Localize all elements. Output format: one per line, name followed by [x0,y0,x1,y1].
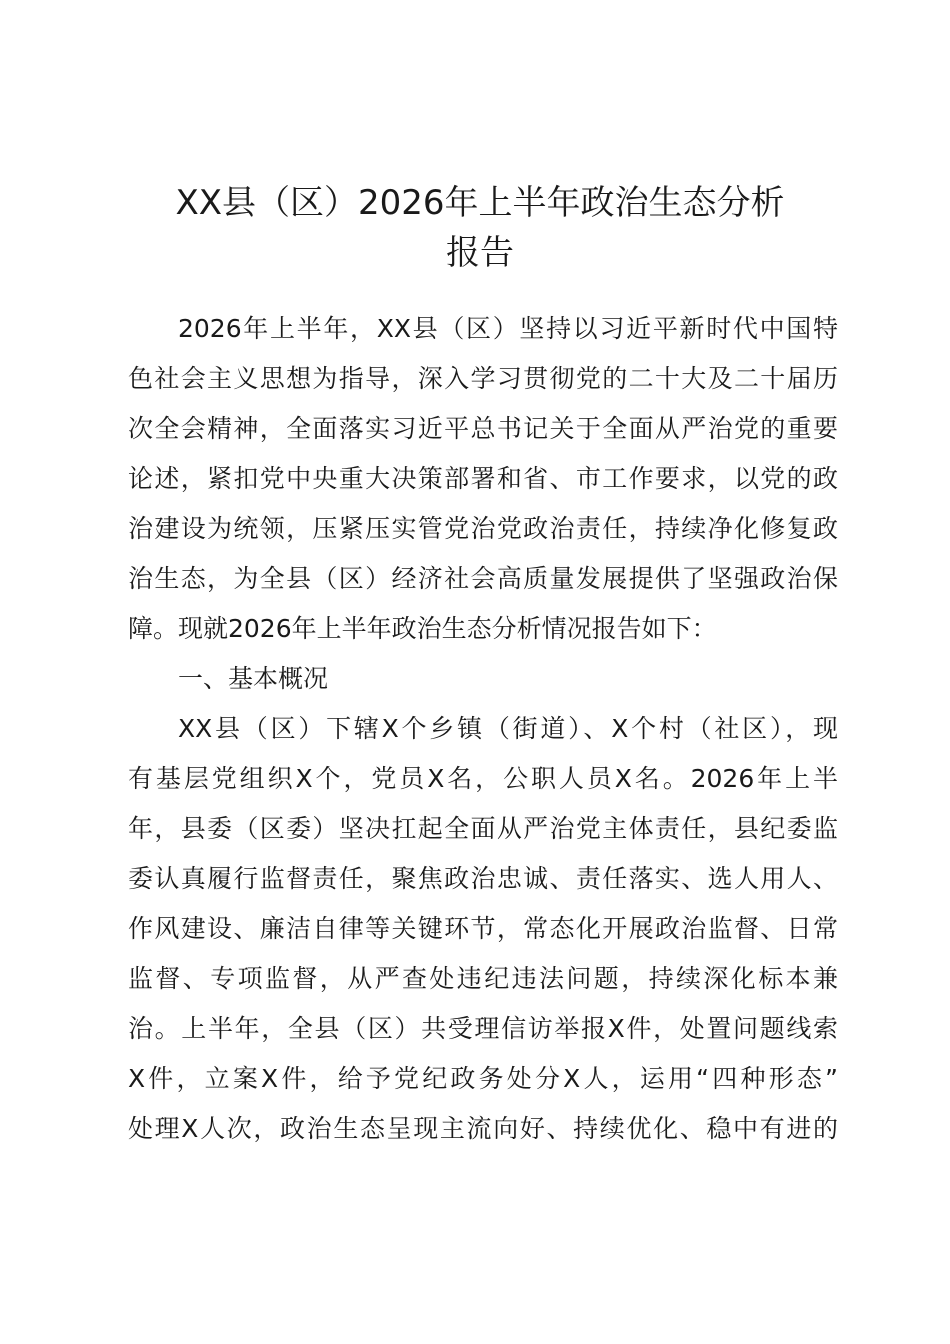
paragraph-line: 治生态，为全县（区）经济社会高质量发展提供了坚强政治保 [128,564,838,593]
paragraph-line: 年，县委（区委）坚决扛起全面从严治党主体责任，县纪委监 [128,814,838,843]
document-body [128,304,838,1154]
intro-paragraph [128,304,838,654]
document-title [130,178,830,278]
paragraph-line: 处理X人次，政治生态呈现主流向好、持续优化、稳中有进的 [128,1114,838,1143]
paragraph-line: 有基层党组织X个，党员X名，公职人员X名。2026年上半 [128,764,838,793]
paragraph-line: 治建设为统领，压紧压实管党治党政治责任，持续净化修复政 [128,514,838,543]
paragraph-line: XX县（区）下辖X个乡镇（街道）、X个村（社区），现 [178,714,838,743]
paragraph-line: 次全会精神，全面落实习近平总书记关于全面从严治党的重要 [128,414,838,443]
paragraph-line: 作风建设、廉洁自律等关键环节，常态化开展政治监督、日常 [128,914,838,943]
paragraph-line: X件，立案X件，给予党纪政务处分X人，运用“四种形态” [128,1064,838,1093]
paragraph-line: 治。上半年，全县（区）共受理信访举报X件，处置问题线索 [128,1014,838,1043]
paragraph-line: 障。现就2026年上半年政治生态分析情况报告如下： [128,614,717,643]
paragraph-line: 色社会主义思想为指导，深入学习贯彻党的二十大及二十届历 [128,364,838,393]
paragraph-line: 2026年上半年，XX县（区）坚持以习近平新时代中国特 [178,314,838,343]
section-heading: 一、基本概况 [178,664,329,693]
overview-paragraph [128,704,838,1154]
paragraph-line: 论述，紧扣党中央重大决策部署和省、市工作要求，以党的政 [128,464,838,493]
title-line-1: XX县（区）2026年上半年政治生态分析 [175,183,785,223]
paragraph-line: 委认真履行监督责任，聚焦政治忠诚、责任落实、选人用人、 [128,864,838,893]
title-line-2: 报告 [446,233,514,273]
paragraph-line: 监督、专项监督，从严查处违纪违法问题，持续深化标本兼 [128,964,838,993]
